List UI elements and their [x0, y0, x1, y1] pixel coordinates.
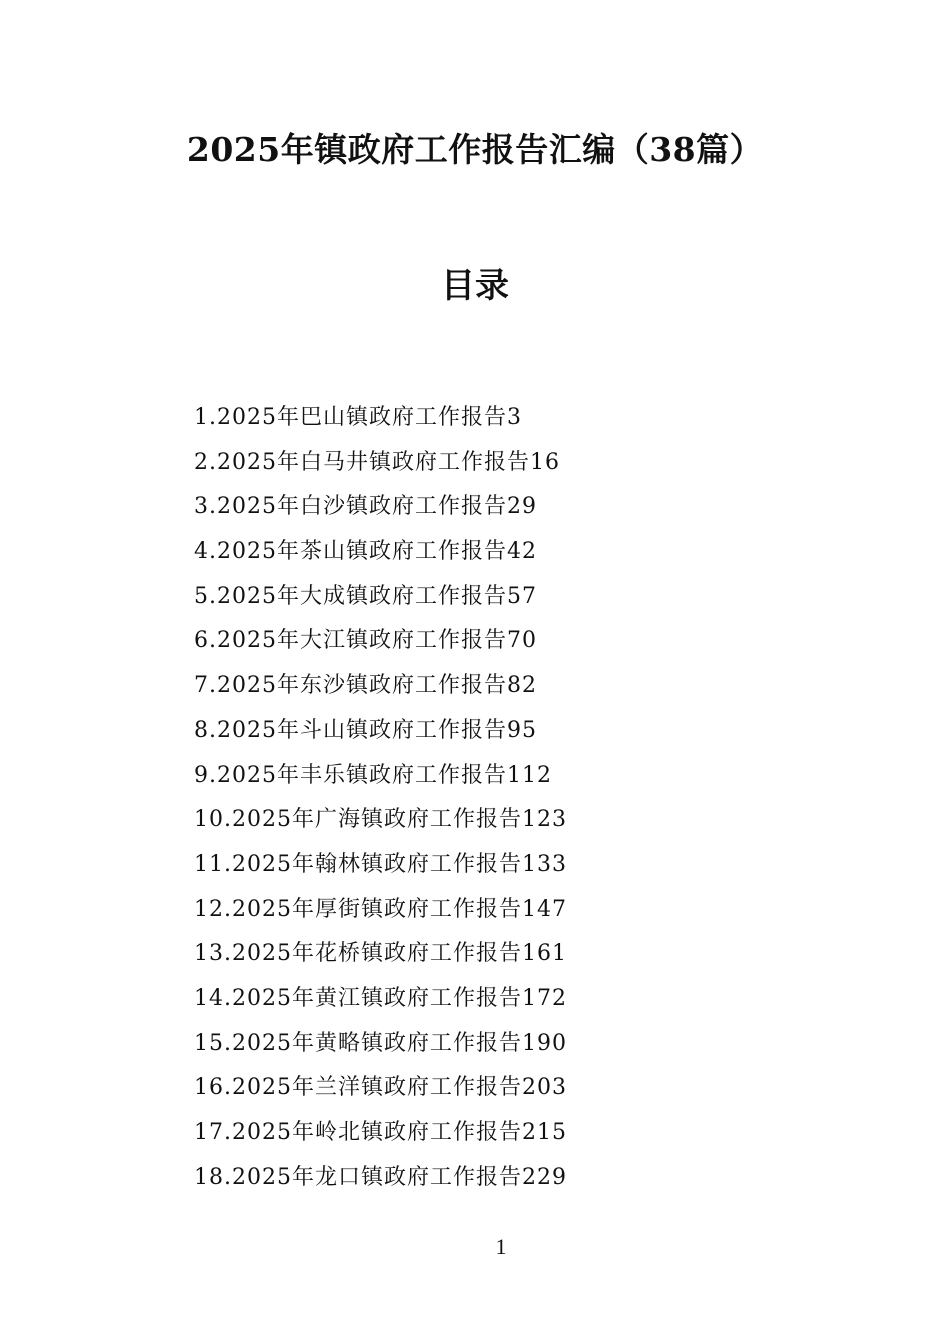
toc-entry-title: 2025年巴山镇政府工作报告 [217, 405, 507, 430]
toc-entry-title: 2025年兰洋镇政府工作报告 [232, 1075, 522, 1101]
toc-entry[interactable] [194, 754, 814, 799]
toc-entry-number: 13. [194, 941, 232, 967]
toc-entry[interactable] [194, 1111, 814, 1156]
toc-entry[interactable] [194, 1066, 814, 1111]
toc-entry-number: 1. [194, 405, 217, 430]
document-title: 2025年镇政府工作报告汇编（38篇） [186, 130, 764, 169]
toc-entry[interactable] [194, 530, 814, 575]
toc-entry[interactable] [194, 888, 814, 933]
toc-entry[interactable] [194, 441, 814, 486]
toc-entry[interactable] [194, 709, 814, 754]
table-of-contents [194, 396, 814, 1200]
toc-entry-page: 70 [507, 628, 537, 654]
toc-entry-title: 2025年花桥镇政府工作报告 [232, 941, 522, 967]
toc-entry-page: 42 [507, 539, 537, 565]
toc-entry-number: 3. [194, 494, 217, 520]
toc-entry[interactable] [194, 798, 814, 843]
toc-entry-number: 10. [194, 807, 232, 833]
toc-entry-number: 14. [194, 985, 232, 1011]
toc-entry-number: 9. [194, 762, 217, 788]
toc-entry-page: 147 [522, 896, 567, 922]
toc-entry-title: 2025年岭北镇政府工作报告 [232, 1120, 522, 1145]
toc-entry[interactable] [194, 396, 814, 441]
toc-entry-number: 6. [194, 628, 217, 654]
toc-entry-number: 11. [194, 851, 232, 877]
toc-entry-page: 57 [507, 583, 537, 609]
toc-entry-title: 2025年东沙镇政府工作报告 [217, 673, 507, 699]
toc-entry-title: 2025年大成镇政府工作报告 [217, 583, 507, 609]
toc-entry-title: 2025年黄江镇政府工作报告 [232, 985, 522, 1011]
toc-entry-title: 2025年广海镇政府工作报告 [232, 807, 522, 833]
toc-entry-title: 2025年茶山镇政府工作报告 [217, 539, 507, 565]
toc-entry-page: 203 [522, 1075, 567, 1101]
toc-entry-page: 16 [530, 449, 560, 475]
toc-entry[interactable] [194, 1156, 814, 1201]
toc-entry-number: 5. [194, 583, 217, 609]
toc-entry-page: 29 [507, 494, 537, 520]
toc-entry-page: 161 [522, 941, 567, 967]
toc-entry-title: 2025年丰乐镇政府工作报告 [217, 762, 507, 788]
toc-entry[interactable] [194, 619, 814, 664]
toc-entry-number: 2. [194, 449, 217, 475]
toc-entry-number: 8. [194, 717, 217, 743]
toc-entry[interactable] [194, 932, 814, 977]
toc-entry-title: 2025年斗山镇政府工作报告 [217, 717, 507, 743]
toc-entry-title: 2025年黄略镇政府工作报告 [232, 1030, 522, 1056]
page-number: 1 [495, 1234, 507, 1259]
toc-entry-title: 2025年大江镇政府工作报告 [217, 628, 507, 654]
toc-entry[interactable] [194, 843, 814, 888]
toc-heading: 目录 [441, 266, 509, 306]
toc-entry[interactable] [194, 575, 814, 620]
toc-entry-page: 133 [522, 851, 567, 877]
toc-entry-number: 15. [194, 1030, 232, 1056]
toc-entry-page: 229 [522, 1164, 567, 1190]
toc-entry-title: 2025年厚街镇政府工作报告 [232, 896, 522, 922]
toc-entry-number: 12. [194, 896, 232, 922]
toc-entry[interactable] [194, 664, 814, 709]
toc-entry-number: 7. [194, 673, 217, 699]
toc-entry[interactable] [194, 1022, 814, 1067]
toc-entry-title: 2025年白沙镇政府工作报告 [217, 494, 507, 520]
toc-entry-page: 3 [507, 405, 522, 430]
toc-entry-number: 18. [194, 1164, 232, 1190]
toc-entry-number: 16. [194, 1075, 232, 1101]
toc-entry-page: 172 [522, 985, 567, 1011]
toc-entry-page: 82 [507, 673, 537, 699]
toc-entry-page: 123 [522, 807, 567, 833]
toc-entry-page: 190 [522, 1030, 567, 1056]
toc-entry-page: 112 [507, 762, 552, 788]
toc-entry-title: 2025年白马井镇政府工作报告 [217, 449, 530, 475]
toc-entry-number: 4. [194, 539, 217, 565]
toc-entry-page: 95 [507, 717, 537, 743]
toc-entry[interactable] [194, 485, 814, 530]
toc-entry-title: 2025年翰林镇政府工作报告 [232, 851, 522, 877]
toc-entry[interactable] [194, 977, 814, 1022]
toc-entry-page: 215 [522, 1120, 567, 1145]
toc-entry-title: 2025年龙口镇政府工作报告 [232, 1164, 522, 1190]
toc-entry-number: 17. [194, 1120, 232, 1145]
